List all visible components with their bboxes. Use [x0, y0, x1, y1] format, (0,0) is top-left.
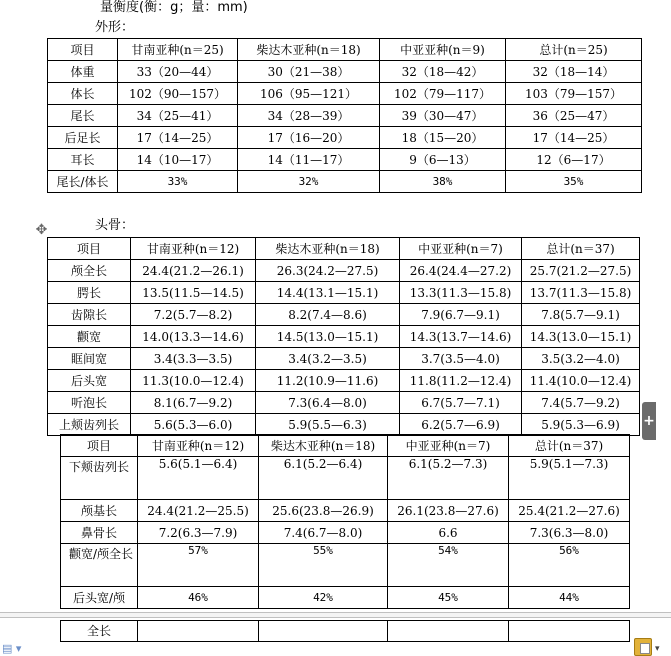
value-cell: 34（25—41）: [118, 105, 238, 127]
value-cell: 30（21—38）: [238, 61, 380, 83]
table-row: [48, 61, 642, 83]
table-row: [48, 348, 640, 370]
table-move-handle-icon[interactable]: ✥: [35, 222, 48, 238]
value-cell: 102（79—117）: [380, 83, 506, 105]
value-cell: 柴达木亚种(n＝18): [256, 238, 400, 260]
value-cell: 26.3(24.2—27.5): [256, 260, 400, 282]
value-cell: 7.4(5.7—9.2): [522, 392, 640, 414]
value-cell: 18（15—20）: [380, 127, 506, 149]
value-cell: 11.8(11.2—12.4): [400, 370, 522, 392]
row-label-cell: 眶间宽: [48, 348, 131, 370]
row-label-cell: 齿隙长: [48, 304, 131, 326]
value-cell: 14（10—17）: [118, 149, 238, 171]
value-cell: 甘南亚种(n＝25): [118, 39, 238, 61]
value-cell: 33（20—44）: [118, 61, 238, 83]
value-cell: 8.1(6.7—9.2): [131, 392, 256, 414]
value-cell: 中亚亚种(n＝9): [380, 39, 506, 61]
value-cell: 14.5(13.0—15.1): [256, 326, 400, 348]
value-cell: 14.3(13.0—15.1): [522, 326, 640, 348]
value-cell: 13.3(11.3—15.8): [400, 282, 522, 304]
table-row: [48, 149, 642, 171]
paste-options-icon[interactable]: [634, 638, 652, 656]
table-row: [48, 392, 640, 414]
value-cell: [259, 621, 388, 642]
value-cell: 36（25—47）: [506, 105, 642, 127]
value-cell: 25.6(23.8—26.9): [259, 500, 388, 522]
value-cell: 25.7(21.2—27.5): [522, 260, 640, 282]
skull-measurements-table-continued: [60, 434, 630, 609]
value-cell: 12（6—17）: [506, 149, 642, 171]
value-cell: 42%: [259, 587, 388, 609]
row-label-cell: 下颊齿列长: [61, 457, 138, 500]
table-row: [61, 544, 630, 587]
row-label-cell: 项目: [48, 238, 131, 260]
value-cell: 6.6: [388, 522, 509, 544]
value-cell: 13.7(11.3—15.8): [522, 282, 640, 304]
value-cell: [138, 621, 259, 642]
value-cell: 总计(n＝37): [522, 238, 640, 260]
value-cell: 中亚亚种(n＝7): [388, 435, 509, 457]
row-label-cell: 颅基长: [61, 500, 138, 522]
value-cell: 11.3(10.0—12.4): [131, 370, 256, 392]
value-cell: 13.5(11.5—14.5): [131, 282, 256, 304]
value-cell: 6.1(5.2—7.3): [388, 457, 509, 500]
table-row: [48, 282, 640, 304]
value-cell: 14.4(13.1—15.1): [256, 282, 400, 304]
table-row: [61, 621, 630, 642]
row-label-cell: 听泡长: [48, 392, 131, 414]
row-label-cell: 后头宽: [48, 370, 131, 392]
value-cell: 102（90—157）: [118, 83, 238, 105]
layout-options-icon[interactable]: ▤ ▾: [2, 642, 22, 655]
table-row: [61, 457, 630, 500]
value-cell: 11.4(10.0—12.4): [522, 370, 640, 392]
table-row: [48, 127, 642, 149]
value-cell: 32（18—14）: [506, 61, 642, 83]
table-row: [48, 171, 642, 193]
value-cell: 7.2(6.3—7.9): [138, 522, 259, 544]
paste-options-arrow-icon[interactable]: ▾: [655, 644, 660, 654]
value-cell: 45%: [388, 587, 509, 609]
value-cell: 5.6(5.3—6.0): [131, 414, 256, 436]
section-external-caption: 外形：: [95, 20, 135, 35]
row-label-cell: 尾长: [48, 105, 118, 127]
value-cell: 7.3(6.3—8.0): [509, 522, 630, 544]
table-row: [61, 522, 630, 544]
value-cell: 7.8(5.7—9.1): [522, 304, 640, 326]
row-label-cell: 鼻骨长: [61, 522, 138, 544]
value-cell: 25.4(21.2—27.6): [509, 500, 630, 522]
value-cell: 26.1(23.8—27.6): [388, 500, 509, 522]
measurement-heading: 量衡度(衡：g；量：mm): [100, 0, 248, 15]
value-cell: 34（28—39）: [238, 105, 380, 127]
value-cell: 14.0(13.3—14.6): [131, 326, 256, 348]
value-cell: 55%: [259, 544, 388, 587]
row-label-cell: 项目: [61, 435, 138, 457]
value-cell: 总计(n＝37): [509, 435, 630, 457]
value-cell: 39（30—47）: [380, 105, 506, 127]
row-label-cell: 后头宽/颅: [61, 587, 138, 609]
table-row: [48, 414, 640, 436]
page-break-divider: [0, 612, 671, 618]
value-cell: 17（16—20）: [238, 127, 380, 149]
external-measurements-table: [47, 38, 642, 193]
row-label-cell: 后足长: [48, 127, 118, 149]
table-row: [48, 370, 640, 392]
value-cell: [388, 621, 509, 642]
row-label-cell: 颧宽: [48, 326, 131, 348]
value-cell: 总计(n＝25): [506, 39, 642, 61]
row-label-cell: 耳长: [48, 149, 118, 171]
value-cell: 32%: [238, 171, 380, 193]
value-cell: 35%: [506, 171, 642, 193]
table-row: [61, 500, 630, 522]
value-cell: 6.1(5.2—6.4): [259, 457, 388, 500]
value-cell: 24.4(21.2—25.5): [138, 500, 259, 522]
value-cell: 7.4(6.7—8.0): [259, 522, 388, 544]
value-cell: 9（6—13）: [380, 149, 506, 171]
value-cell: 26.4(24.4—27.2): [400, 260, 522, 282]
value-cell: 17（14—25）: [506, 127, 642, 149]
table-header-row: [48, 39, 642, 61]
value-cell: 6.7(5.7—7.1): [400, 392, 522, 414]
value-cell: 7.3(6.4—8.0): [256, 392, 400, 414]
row-label-cell: 上颊齿列长: [48, 414, 131, 436]
value-cell: 6.2(5.7—6.9): [400, 414, 522, 436]
table-row: [48, 105, 642, 127]
value-cell: 中亚亚种(n＝7): [400, 238, 522, 260]
skull-measurements-table: [47, 237, 640, 436]
value-cell: 38%: [380, 171, 506, 193]
row-label-cell: 体长: [48, 83, 118, 105]
table-row: [48, 83, 642, 105]
value-cell: 5.9(5.3—6.9): [522, 414, 640, 436]
value-cell: 44%: [509, 587, 630, 609]
value-cell: 106（95—121）: [238, 83, 380, 105]
table-row: [61, 587, 630, 609]
value-cell: 3.5(3.2—4.0): [522, 348, 640, 370]
value-cell: 甘南亚种(n＝12): [138, 435, 259, 457]
value-cell: 103（79—157）: [506, 83, 642, 105]
table-header-row: [61, 435, 630, 457]
value-cell: 14（11—17）: [238, 149, 380, 171]
value-cell: 32（18—42）: [380, 61, 506, 83]
table-row: [48, 304, 640, 326]
value-cell: 56%: [509, 544, 630, 587]
value-cell: 7.9(6.7—9.1): [400, 304, 522, 326]
value-cell: 5.9(5.5—6.3): [256, 414, 400, 436]
value-cell: 8.2(7.4—8.6): [256, 304, 400, 326]
value-cell: 3.4(3.3—3.5): [131, 348, 256, 370]
table-row: [48, 260, 640, 282]
value-cell: 7.2(5.7—8.2): [131, 304, 256, 326]
table-row: [48, 326, 640, 348]
row-label-cell: 颧宽/颅全长: [61, 544, 138, 587]
value-cell: 33%: [118, 171, 238, 193]
value-cell: 17（14—25）: [118, 127, 238, 149]
row-label-cell: 尾长/体长: [48, 171, 118, 193]
value-cell: 57%: [138, 544, 259, 587]
row-label-cell: 腭长: [48, 282, 131, 304]
value-cell: 14.3(13.7—14.6): [400, 326, 522, 348]
section-skull-caption: 头骨：: [95, 218, 135, 233]
value-cell: 3.7(3.5—4.0): [400, 348, 522, 370]
value-cell: 54%: [388, 544, 509, 587]
value-cell: [509, 621, 630, 642]
value-cell: 46%: [138, 587, 259, 609]
value-cell: 柴达木亚种(n＝18): [238, 39, 380, 61]
value-cell: 5.9(5.1—7.3): [509, 457, 630, 500]
value-cell: 24.4(21.2—26.1): [131, 260, 256, 282]
table-header-row: [48, 238, 640, 260]
value-cell: 3.4(3.2—3.5): [256, 348, 400, 370]
value-cell: 5.6(5.1—6.4): [138, 457, 259, 500]
next-page-table: [60, 620, 630, 642]
side-expand-tab-icon[interactable]: +: [642, 402, 656, 440]
value-cell: 甘南亚种(n＝12): [131, 238, 256, 260]
row-label-cell: 全长: [61, 621, 138, 642]
row-label-cell: 颅全长: [48, 260, 131, 282]
row-label-cell: 体重: [48, 61, 118, 83]
value-cell: 11.2(10.9—11.6): [256, 370, 400, 392]
row-label-cell: 项目: [48, 39, 118, 61]
value-cell: 柴达木亚种(n＝18): [259, 435, 388, 457]
